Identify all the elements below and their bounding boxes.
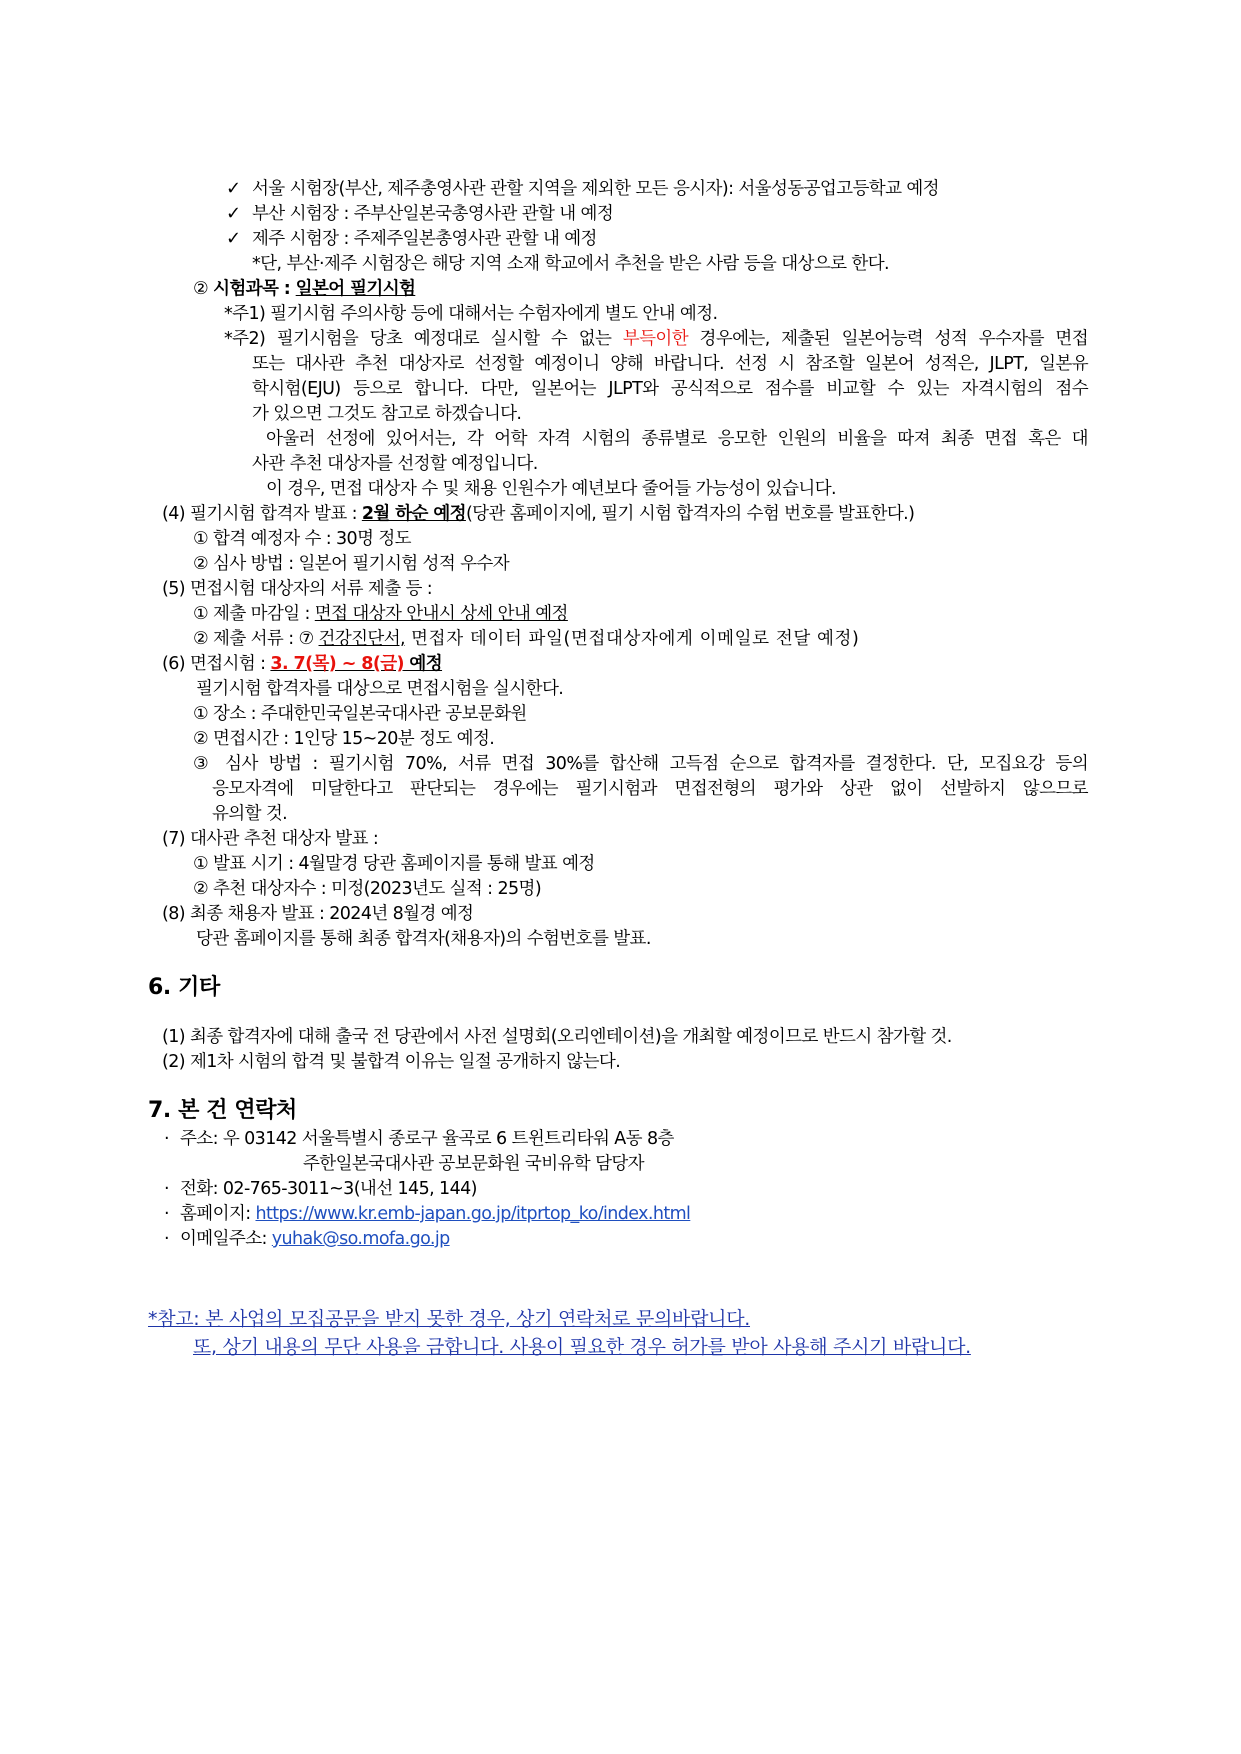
note-2-para2-line2: 사관 추천 대상자를 선정할 예정입니다. <box>252 454 538 474</box>
section-6-heading: 6. 기타 <box>148 975 220 1000</box>
note-2-line3: 학시험(EJU) 등으로 합니다. 다만, 일본어는 JLPT와 공식적으로 점수를 비교할 수 있는 자격시험의 점수 <box>252 379 1088 399</box>
section-6-desc: 필기시험 합격자를 대상으로 면접시험을 실시한다. <box>196 679 564 699</box>
contact-homepage: · 홈페이지: https://www.kr.emb-japan.go.jp/itprtop_ko/index.html <box>164 1204 691 1224</box>
note-2-line2: 또는 대사관 추천 대상자로 선정할 예정이니 양해 바랍니다. 선정 시 참조할 일본어 성적은, JLPT, 일본유 <box>252 354 1088 374</box>
section-5-title: (5) 면접시험 대상자의 서류 제출 등 : <box>162 579 433 599</box>
section-6-item-3-line2: 응모자격에 미달한다고 판단되는 경우에는 필기시험과 면접전형의 평가와 상관 없이 선발하지 않으므로 <box>212 779 1088 799</box>
exam-subject-value: 일본어 필기시험 <box>295 279 416 299</box>
note-2-line1: *주2) 필기시험을 당초 예정대로 실시할 수 없는 부득이한 경우에는, 제출된 일본어능력 성적 우수자를 면접 <box>224 329 1088 349</box>
etc-item-2: (2) 제1차 시험의 합격 및 불합격 이유는 일절 공개하지 않는다. <box>162 1052 621 1072</box>
section-6-item-1: ① 장소 : 주대한민국일본국대사관 공보문화원 <box>193 704 527 724</box>
homepage-link[interactable]: https://www.kr.emb-japan.go.jp/itprtop_ko/index.html <box>255 1204 691 1224</box>
venue-note: *단, 부산·제주 시험장은 해당 지역 소재 학교에서 추천을 받은 사람 등을 대상으로 한다. <box>252 254 889 274</box>
section-4-title: (4) 필기시험 합격자 발표 : 2월 하순 예정(당관 홈페이지에, 필기 시험 합격자의 수험 번호를 발표한다.) <box>162 504 915 524</box>
contact-address: · 주소: 우 03142 서울특별시 종로구 율곡로 6 트윈트리타워 A동 8층 <box>164 1129 674 1149</box>
note-2-para2-line1: 아울러 선정에 있어서는, 각 어학 자격 시험의 종류별로 응모한 인원의 비율을 따져 최종 면접 혹은 대 <box>266 429 1088 449</box>
section-8-title: (8) 최종 채용자 발표 : 2024년 8월경 예정 <box>162 904 474 924</box>
checkmark-icon: ✓ <box>226 228 241 249</box>
bullet: · <box>164 1229 169 1249</box>
section-4-item-2: ② 심사 방법 : 일본어 필기시험 성적 우수자 <box>193 554 510 574</box>
email-link[interactable]: yuhak@so.mofa.go.jp <box>271 1229 450 1249</box>
section-6-item-3-line3: 유의할 것. <box>212 804 288 824</box>
note-2-red-word: 부득이한 <box>622 329 689 349</box>
section-4-item-1: ① 합격 예정자 수 : 30명 정도 <box>193 529 411 549</box>
section-6-item-3-line1: ③ 심사 방법 : 필기시험 70%, 서류 면접 30%를 합산해 고득점 순으로 합격자를 결정한다. 단, 모집요강 등의 <box>193 754 1088 774</box>
written-result-date: 2월 하순 예정 <box>361 504 466 524</box>
contact-address-2: 주한일본국대사관 공보문화원 국비유학 담당자 <box>303 1154 644 1174</box>
section-5-item-1: ① 제출 마감일 : 면접 대상자 안내시 상세 안내 예정 <box>193 604 568 624</box>
footer-note-line2: 또, 상기 내용의 무단 사용을 금합니다. 사용이 필요한 경우 허가를 받아 사용해 주시기 바랍니다. <box>193 1336 971 1358</box>
venue-busan: ✓ 부산 시험장 : 주부산일본국총영사관 관할 내 예정 <box>226 203 614 224</box>
bullet: · <box>164 1179 169 1199</box>
checkmark-icon: ✓ <box>226 178 241 199</box>
venue-seoul: ✓ 서울 시험장(부산, 제주총영사관 관할 지역을 제외한 모든 응시자): 서울성동공업고등학교 예정 <box>226 178 939 199</box>
section-7-item-2: ② 추천 대상자수 : 미정(2023년도 실적 : 25명) <box>193 879 542 899</box>
section-7-item-1: ① 발표 시기 : 4월말경 당관 홈페이지를 통해 발표 예정 <box>193 854 595 874</box>
section-8-desc: 당관 홈페이지를 통해 최종 합격자(채용자)의 수험번호를 발표. <box>196 929 651 949</box>
etc-item-1: (1) 최종 합격자에 대해 출국 전 당관에서 사전 설명회(오리엔테이션)을 개최할 예정이므로 반드시 참가할 것. <box>162 1027 952 1047</box>
contact-email: · 이메일주소: yuhak@so.mofa.go.jp <box>164 1229 450 1249</box>
note-2-line4: 가 있으면 그것도 참고로 하겠습니다. <box>252 404 522 424</box>
section-7-title: (7) 대사관 추천 대상자 발표 : <box>162 829 379 849</box>
interview-date: 3. 7(목) ~ 8(금) <box>270 654 404 674</box>
contact-phone: · 전화: 02-765-3011~3(내선 145, 144) <box>164 1179 477 1199</box>
note-2-para3: 이 경우, 면접 대상자 수 및 채용 인원수가 예년보다 줄어들 가능성이 있습니다. <box>266 479 836 499</box>
section-7-heading: 7. 본 건 연락처 <box>148 1098 297 1123</box>
section-5-item-2: ② 제출 서류 : ⑦ 건강진단서, 면접자 데이터 파일(면접대상자에게 이메일로 전달 예정) <box>193 629 860 649</box>
note-1: *주1) 필기시험 주의사항 등에 대해서는 수험자에게 별도 안내 예정. <box>224 304 718 324</box>
exam-subject: ② 시험과목 : 일본어 필기시험 <box>193 279 416 299</box>
bullet: · <box>164 1204 169 1224</box>
section-6-item-2: ② 면접시간 : 1인당 15~20분 정도 예정. <box>193 729 495 749</box>
checkmark-icon: ✓ <box>226 203 241 224</box>
bullet: · <box>164 1129 169 1149</box>
venue-jeju: ✓ 제주 시험장 : 주제주일본총영사관 관할 내 예정 <box>226 228 597 249</box>
section-6-title: (6) 면접시험 : 3. 7(목) ~ 8(금) 예정 <box>162 654 443 674</box>
footer-note-line1: *참고: 본 사업의 모집공문을 받지 못한 경우, 상기 연락처로 문의바랍니다. <box>148 1308 751 1330</box>
